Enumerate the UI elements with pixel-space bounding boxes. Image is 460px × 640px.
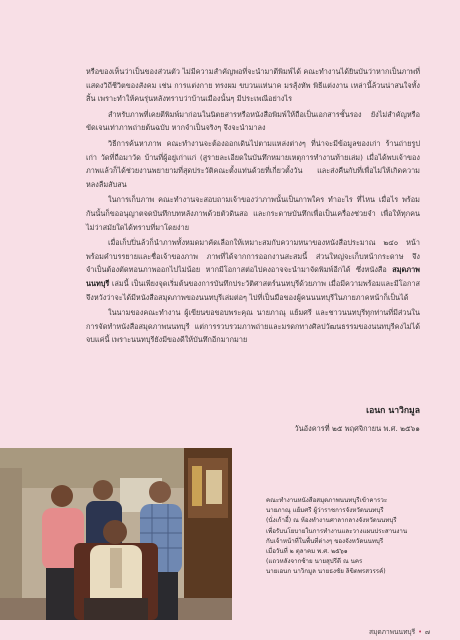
article-paragraph [86, 65, 420, 106]
page-footer [369, 626, 430, 637]
group-photo [0, 448, 232, 620]
signature-date: วันอังคารที่ ๒๕ พฤศจิกายน พ.ศ. ๒๕๖๑ [294, 424, 420, 433]
caption-line: (นั่งเก้าอี้) ณ ห้องทำงานศาลากลางจังหวัดนนทบุรี [266, 517, 397, 525]
caption-line: นายภาณุ แย้มศรี ผู้ว่าราชการจังหวัดนนทบุรี [266, 507, 384, 515]
bullet-icon: • [418, 628, 423, 636]
caption-line: กับเจ้าหน้าที่ในพื้นที่ต่างๆ ของจังหวัดนนทบุรี [266, 537, 384, 545]
paragraph-text: ในนามของคณะทำงาน ผู้เขียนขอขอบพระคุณ นายภาณุ แย้มศรี และชาวนนทบุรีทุกท่านที่มีส่วนในการจัดทำหนังสือสมุดภาพนนทบุรี แต่การรวบรวมภาพถ่ายและมรดกทางศิลปวัฒนธรรมของนนทบุรีคงไม่ได้จบแค่นี้ เพราะนนทบุรียังมีของดีให้บันทึกอีกมากมาย [86, 308, 420, 345]
article-paragraph [86, 137, 420, 191]
paragraph-text: หรือของเห็นว่าเป็นของส่วนตัว ไม่มีความสำคัญพอที่จะนำมาตีพิมพ์ได้ คณะทำงานได้ยินบันว่าหากเป็นภาพที่แสดงวิถีชีวิตของสังคม เช่น การแต่งกาย ทรงผม ขบวนแห่นาค มรสุ้งหัพ พิธีแต่งงาน เหล่านี้ล้วนน่าสนใจทั้งสิ้น เพราะทำให้คนรุ่นหลังทราบว่าบ้านเมืองนั้นๆ มีประเพณีอย่างไร [86, 67, 420, 104]
paragraph-text: สำหรับภาพที่เคยตีพิมพ์มาก่อนในนิตยสารหรือหนังสือพิมพ์ให้ถือเป็นเอกสารชั้นรอง ยังไม่สำคัญหรือขัดเจนเท่าภาพถ่ายต้นฉบับ หากจำเป็นจริงๆ จึงจะนำมาลง [86, 109, 420, 133]
article-paragraph [86, 306, 420, 347]
paragraph-text: ในการเก็บภาพ คณะทำงานจะสอบถามเจ้าของว่าภาพนั้นเป็นภาพใคร ทำอะไร ที่ไหน เมื่อไร พร้อมกันนั้นก็ขออนุญาตจดบันทึกบทหลังภาพด้วยตัวดินสอ และกระดาษบันทึกเพื่อเป็นเครื่องช่วยจำ เพื่อให้ทุกคนไม่ว่าสมัยใดได้ทราบที่มาโดยง่าย [86, 195, 420, 232]
caption-line: คณะทำงานหนังสือสมุดภาพนนทบุรีเข้าคารวะ [266, 497, 388, 504]
book-title: สมุดภาพนนทบุรี [86, 265, 420, 288]
article-paragraph [86, 193, 420, 234]
caption-line: (แถวหลังจากซ้าย นายสุปรีดี ณ นคร [266, 558, 363, 566]
paragraph-text: วิธีการค้นหาภาพ คณะทำงานจะต้องออกเดินไปตามแหล่งต่างๆ ที่น่าจะมีข้อมูลของเก่า ร้านถ่ายรูปเก่า วัดที่ถือมาวัด บ้านที่ผู้อยู่เก่าแก่ (สูรายละเอียดในบันทึกหมายเหตุการทำงานท้ายเล่ม) เมื่อได้พบเจ้าของภาพแล้วก็ได้ช่วยงานพยายามที่สุดประวัติคณะตั้งแท่นด้วยที่เกี่ยวตั้งวัน และส่งคืนกับที่เพื่อไม่ให้เกิดความหลงลืมสับสน [86, 138, 420, 189]
paragraph-text: เล่มนี้ เป็นเพียงจุดเริ่มต้นของการบันทึกประวัติศาสตร์นนทบุรีด้วยภาพ เมื่อมีความพร้อมและมีโอกาสจึงหวังว่าจะได้มีหนังสือสมุดภาพของนนทบุรีเล่มต่อๆ ไปที่เป็นมือของผู้คนนนทบุรีในภายภาคหน้าก็เป็นได้ [86, 278, 420, 302]
article-paragraph [86, 108, 420, 135]
paragraph-text: เมื่อเก็บปิ่นล้วก็นำภาพทั้งหมดมาคัดเลือกให้เหมาะสมกับความหนาของหนังสือประมาณ ๒๔๐ หน้า พร้อมคำบรรยายและชื่อเจ้าของภาพ ภาพที่ได้จากการออกงานสะสมนี้ ส่วนใหญ่จะเก็บหน้ากระดาษ จึงจำเป็นต้องตัดทอนภาพออกไปไม่น้อย หากมีโอกาสต่อไปคงอาจจะนำมาจัดพิมพ์อีกได้ ซึ่งหนังสือ [86, 238, 420, 275]
caption-line: นายเอนก นาวิกมูล นายธงชัย ลิขิตพรสวรรค์) [266, 568, 386, 576]
article-body [86, 65, 420, 347]
photo-caption [266, 496, 446, 578]
caption-line: เมื่อวันที่ ๒ ตุลาคม พ.ศ. ๒๕๖๑ [266, 548, 348, 556]
signature-block [294, 403, 420, 435]
footer-title: สมุดภาพนนทบุรี [369, 628, 416, 636]
caption-line: เพื่อรับนโยบายในการทำงานและวางแผนประสานงาน [266, 527, 408, 535]
article-paragraph [86, 236, 420, 304]
author-name: เอนก นาวิกมูล [366, 406, 420, 416]
page-number: ๗ [425, 628, 430, 636]
